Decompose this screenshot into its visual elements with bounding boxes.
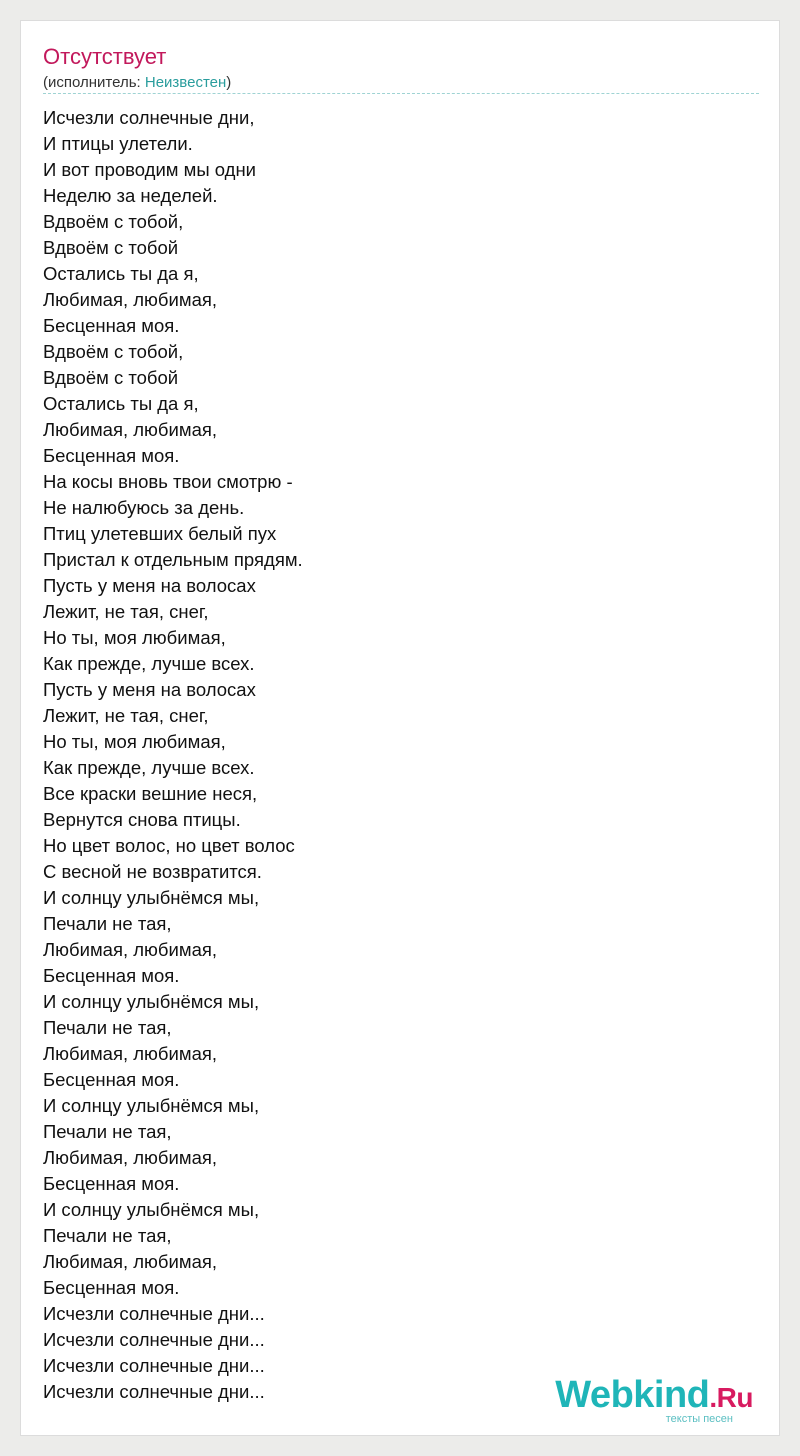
lyric-line: Пусть у меня на волосах <box>43 679 256 700</box>
lyrics-body <box>43 105 743 1405</box>
lyric-line: Вдвоём с тобой, <box>43 211 184 232</box>
lyric-line: Вдвоём с тобой <box>43 367 179 388</box>
lyric-line: Пусть у меня на волосах <box>43 575 256 596</box>
lyric-line: Бесценная моя. <box>43 315 180 336</box>
lyric-line: Вдвоём с тобой <box>43 237 179 258</box>
site-logo[interactable] <box>555 1376 753 1425</box>
lyric-line: Бесценная моя. <box>43 1069 180 1090</box>
lyrics-card <box>20 20 780 1436</box>
lyric-line: Вдвоём с тобой, <box>43 341 184 362</box>
lyric-line: Как прежде, лучше всех. <box>43 757 255 778</box>
artist-line <box>43 73 231 93</box>
title-divider <box>43 93 759 94</box>
lyric-line: Пристал к отдельным прядям. <box>43 549 303 570</box>
lyric-line: Но ты, моя любимая, <box>43 627 226 648</box>
lyric-line: На косы вновь твои смотрю - <box>43 471 293 492</box>
lyric-line: Как прежде, лучше всех. <box>43 653 255 674</box>
artist-suffix: ) <box>226 74 232 91</box>
lyric-line: Любимая, любимая, <box>43 1043 218 1064</box>
logo-tagline: тексты песен <box>665 1413 733 1425</box>
lyric-line: Любимая, любимая, <box>43 1251 218 1272</box>
lyric-line: Не налюбуюсь за день. <box>43 497 245 518</box>
lyric-line: И солнцу улыбнёмся мы, <box>43 1095 260 1116</box>
artist-prefix: (исполнитель: <box>43 74 145 91</box>
lyric-line: Бесценная моя. <box>43 1173 180 1194</box>
lyric-line: И солнцу улыбнёмся мы, <box>43 991 260 1012</box>
lyric-line: Любимая, любимая, <box>43 419 218 440</box>
lyric-line: Бесценная моя. <box>43 1277 180 1298</box>
lyric-line: И солнцу улыбнёмся мы, <box>43 1199 260 1220</box>
lyric-line: Исчезли солнечные дни... <box>43 1355 265 1376</box>
lyric-line: Бесценная моя. <box>43 965 180 986</box>
lyric-line: Печали не тая, <box>43 913 172 934</box>
lyric-line: Любимая, любимая, <box>43 939 218 960</box>
lyric-line: Исчезли солнечные дни... <box>43 1303 265 1324</box>
lyric-line: Любимая, любимая, <box>43 1147 218 1168</box>
logo-tld: .Ru <box>709 1382 753 1413</box>
lyric-line: Неделю за неделей. <box>43 185 218 206</box>
lyric-line: Но ты, моя любимая, <box>43 731 226 752</box>
lyric-line: И птицы улетели. <box>43 133 193 154</box>
lyric-line: Исчезли солнечные дни, <box>43 107 255 128</box>
lyric-line: Вернутся снова птицы. <box>43 809 241 830</box>
lyric-line: Остались ты да я, <box>43 263 199 284</box>
artist-link[interactable]: Неизвестен <box>144 74 227 91</box>
lyric-line: Остались ты да я, <box>43 393 199 414</box>
lyric-line: Любимая, любимая, <box>43 289 218 310</box>
logo-name: Webkind <box>555 1374 710 1416</box>
song-title: Отсутствует <box>43 44 167 69</box>
lyric-line: И вот проводим мы одни <box>43 159 257 180</box>
lyric-line: Бесценная моя. <box>43 445 180 466</box>
logo-wordmark <box>555 1376 753 1417</box>
lyric-line: Печали не тая, <box>43 1017 172 1038</box>
lyric-line: Печали не тая, <box>43 1225 172 1246</box>
lyric-line: С весной не возвратится. <box>43 861 262 882</box>
lyric-line: Исчезли солнечные дни... <box>43 1381 265 1402</box>
lyric-line: Птиц улетевших белый пух <box>43 523 277 544</box>
lyric-line: Лежит, не тая, снег, <box>43 705 209 726</box>
lyric-line: Но цвет волос, но цвет волос <box>43 835 295 856</box>
lyric-line: И солнцу улыбнёмся мы, <box>43 887 260 908</box>
lyric-line: Исчезли солнечные дни... <box>43 1329 265 1350</box>
lyric-line: Печали не тая, <box>43 1121 172 1142</box>
lyric-line: Все краски вешние неся, <box>43 783 258 804</box>
lyric-line: Лежит, не тая, снег, <box>43 601 209 622</box>
